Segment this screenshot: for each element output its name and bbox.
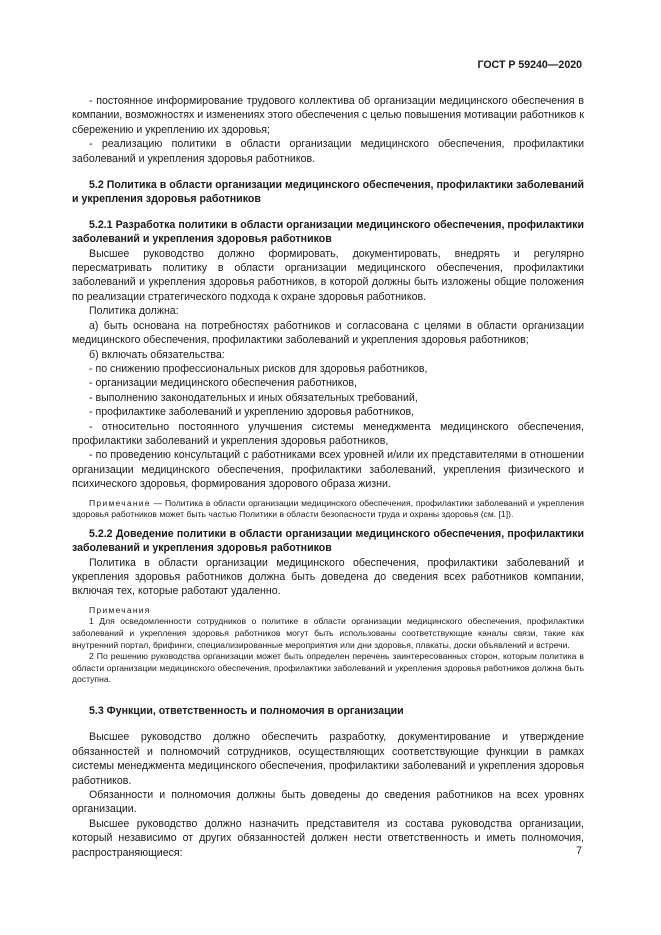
list-item: - по проведению консультаций с работниками всех уровней и/или их представителями в отношении организации медицинского обеспечения, профилактики заболеваний, укрепления физического и психического здоровья, формирования здорового образа жизни. — [72, 449, 584, 491]
paragraph: Политика в области организации медицинского обеспечения, профилактики заболеваний и укрепления здоровья работников должна быть доведена до сведения всех работников компании, включая тех, которые работают удаленно. — [72, 556, 584, 598]
section-heading-5-3: 5.3 Функции, ответственность и полномочия в организации — [89, 704, 404, 717]
document-body — [72, 94, 584, 860]
paragraph: Обязанности и полномочия должны быть доведены до сведения работников на всех уровнях организации. — [72, 788, 584, 816]
note-item: 1 Для осведомленности сотрудников о политике в области организации медицинского обеспечения, профилактики заболеваний и укрепления здоровья работников могут быть использованы соответствующие каналы связи, такие как внутренний портал, брифинги, специализированные мероприятия или дни здоровья, плакаты, доски объявлений и встречи. — [72, 616, 584, 650]
section-heading-5-2: 5.2 Политика в области организации медицинского обеспечения, профилактики заболеваний и укрепления здоровья работников — [72, 179, 584, 206]
note — [72, 498, 584, 521]
list-item: - организации медицинского обеспечения работников, — [89, 377, 357, 390]
paragraph: - реализацию политики в области организации медицинского обеспечения, профилактики заболеваний и укрепления здоровья работников. — [72, 138, 584, 165]
note-label: Примечание — [89, 497, 151, 508]
paragraph: - постоянное информирование трудового коллектива об организации медицинского обеспечения в компании, возможностях и изменениях этого обеспечения с целью повышения мотивации работников к сбережению и укреплению их здоровья; — [72, 95, 584, 136]
paragraph: Высшее руководство должно формировать, документировать, внедрять и регулярно пересматривать политику в области организации медицинского обеспечения, профилактики заболеваний и укрепления здоровья работников, в которой должны быть изложены общие положения по реализации стратегического подхода к охране здоровья работников. — [72, 247, 584, 303]
subsection-heading-5-2-1: 5.2.1 Разработка политики в области организации медицинского обеспечения, профилактики заболеваний и укрепления здоровья работников — [72, 218, 584, 246]
list-item: - относительно постоянного улучшения системы менеджмента медицинского обеспечения, профилактики заболеваний и укрепления здоровья работников, — [72, 420, 584, 447]
paragraph: а) быть основана на потребностях работников и согласована с целями в области организации медицинского обеспечения, профилактики заболеваний и укрепления здоровья работников; — [72, 319, 584, 347]
notes-label: Примечания — [89, 604, 151, 615]
page-number: 7 — [576, 845, 582, 857]
note-item: 2 По решению руководства организации может быть определен перечень заинтересованных сторон, которым политика в области организации медицинского обеспечения, профилактики заболеваний и укрепления здоровья работников должна быть доступна. — [72, 651, 584, 685]
list-item: - профилактике заболеваний и укреплению здоровья работников, — [89, 406, 415, 419]
list-item: - по снижению профессиональных рисков для здоровья работников, — [89, 362, 428, 375]
list-item: - выполнению законодательных и иных обязательных требований, — [89, 391, 418, 404]
paragraph: Высшее руководство должно обеспечить разработку, документирование и утверждение обязанностей и полномочий сотрудников, осуществляющих соответствующие функции в рамках системы менеджмента медицинского обеспечения, профилактики заболеваний и укрепления здоровья работников. — [72, 731, 584, 787]
paragraph: Политика должна: — [89, 305, 179, 318]
doc-code-header: ГОСТ Р 59240—2020 — [477, 59, 582, 71]
subsection-heading-5-2-2: 5.2.2 Доведение политики в области организации медицинского обеспечения, профилактики заболеваний и укрепления здоровья работников — [72, 527, 584, 555]
paragraph: Высшее руководство должно назначить представителя из состава руководства организации, который независимо от других обязанностей должен нести ответственность и иметь полномочия, распространяющиеся: — [72, 817, 584, 859]
paragraph: б) включать обязательства: — [89, 348, 225, 361]
note-text: — Политика в области организации медицинского обеспечения, профилактики заболеваний и укрепления здоровья работников может быть частью Политики в области безопасности труда и охраны здоровья (см. [1]). — [72, 497, 584, 520]
